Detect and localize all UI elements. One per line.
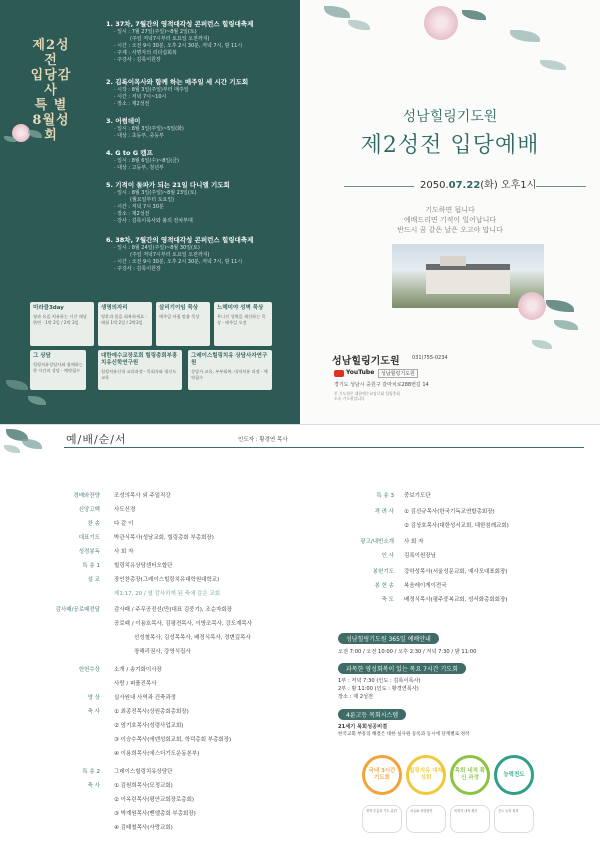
card-desc: 영과 육을 치유하는 시간 매달 한번 · 1박 2일 / 2박 3일: [33, 314, 87, 325]
card-title: 그레이스힐링치유 상담사자연구원: [191, 353, 268, 366]
header-divider: [64, 447, 584, 448]
order-value: 장해리권사, 강영식집사: [134, 649, 191, 655]
flower-decoration: [424, 6, 458, 40]
event-line: · 시간 : 오전 9시 30분, 오후 2시 30분, 저녁 7시, 밤 11시: [114, 259, 243, 265]
footer-church: 성남힐링기도원: [332, 356, 400, 367]
order-row: [20, 679, 320, 689]
order-value: 사 회 자: [114, 549, 134, 555]
event-title: 5. 기적이 돌파가 되는 21일 다니엘 기도회: [106, 181, 230, 189]
card-title: 살리기이임 묵상: [159, 305, 199, 311]
cycle-note: 전도 능력 회복: [494, 805, 534, 833]
order-value: 사도신경: [114, 507, 136, 513]
order-label: 봉헌기도: [372, 569, 394, 575]
church-name: 성남힐링기도원: [402, 109, 498, 125]
event-line: · 시작 : 8월 3일(주일)부터 매주일: [114, 87, 189, 93]
event-line: · 일시 : 7월 27일(주일)~8월 2일(토): [114, 29, 197, 35]
order-row: [20, 707, 320, 717]
leader: 인도자 : 황경연 목사: [238, 437, 288, 443]
card-title: 생명의자리: [101, 305, 128, 311]
info-pill: 과목한 영성회복이 있는 목요 7시간 기도회: [338, 663, 466, 674]
event-line: · 주제 : 사명자의 리더십회복: [114, 50, 177, 56]
event-item: [106, 149, 298, 172]
building-shape: [426, 264, 510, 294]
order-label: 특 송 1: [82, 563, 100, 569]
leaf-decoration: [532, 340, 552, 349]
program-card: [30, 302, 94, 346]
order-row: [330, 581, 590, 591]
order-value: 중보기도단: [404, 493, 431, 499]
card-desc: 매주일 아침 말씀 묵상: [159, 314, 200, 319]
order-value: ④ 김태철목사(사랑교회): [114, 825, 173, 831]
order-row: [20, 533, 320, 543]
order-label: 축 사: [87, 783, 100, 789]
order-row: [20, 605, 320, 615]
order-value: 배정식목사(평주중복교회, 성서화총회회장): [404, 597, 508, 603]
order-row: [20, 589, 320, 599]
order-value: ② 이옥린목사(평안교회장로총회): [114, 797, 195, 803]
event-line: · 시간 : 저녁 7시~10시: [114, 94, 167, 100]
card-desc: 무너진 성벽을 재건하는 묵상 · 매주일 오전: [217, 314, 266, 325]
building-shape: [440, 256, 466, 266]
order-label: 특 송 2: [82, 769, 100, 775]
order-value: ③ 박계원목사(벧엘총회 부총회장): [114, 811, 196, 817]
order-title: 예/배/순/서: [66, 433, 127, 446]
message-line: 기도하면 됩니다: [425, 206, 475, 214]
event-item: [106, 117, 298, 140]
leaf-decoration: [22, 439, 42, 449]
order-value: 사 회 자: [404, 539, 424, 545]
order-row: [20, 693, 320, 703]
leaf-decoration: [554, 320, 578, 330]
order-row: [330, 551, 590, 561]
order-row: [20, 749, 320, 759]
order-row: [20, 575, 320, 585]
order-value: 박관식목사(성남교회, 힐링총회 부총회장): [114, 535, 214, 541]
order-value: ④ 이용희목사(에스더기도운동본부): [114, 751, 200, 757]
leaf-decoration: [6, 380, 28, 390]
order-row: [20, 721, 320, 731]
date-time: (화) 오후1시: [480, 180, 537, 191]
order-value: 강하성목사(서울성문교회, 예사모대표회장): [404, 569, 508, 575]
order-row: [20, 633, 320, 643]
order-label: 설 교: [87, 577, 100, 583]
divider: [344, 186, 414, 187]
vtitle-line: 제2성전: [32, 38, 70, 68]
event-item: [106, 78, 298, 108]
order-value: ② 김상호목사(대한성서교회, 대한침례교회): [404, 523, 509, 529]
leaf-decoration: [4, 445, 20, 453]
order-value: ③ 이승수목사(에덴성회교회, 학덕총회 부총회장): [114, 737, 232, 743]
order-row: [20, 505, 320, 515]
order-row: [330, 521, 590, 531]
leaf-decoration: [510, 30, 540, 42]
order-label: 찬 송: [87, 521, 100, 527]
order-row: [20, 647, 320, 657]
order-row: [20, 665, 320, 675]
date-day: 07.22: [448, 180, 481, 191]
event-line: · 대상 : 고등부, 청년부: [114, 165, 164, 171]
cycle-note: 치유와 성령충만: [406, 805, 446, 833]
order-label: 경배와찬양: [73, 493, 100, 499]
order-row: [20, 781, 320, 791]
order-row: [20, 547, 320, 557]
info-text: 한국교회 부흥의 해결은 대한 실사원 등록과 동시에 단계별로 정착: [338, 732, 470, 737]
event-line: · 시간 : 저녁 7시 30분: [114, 204, 164, 210]
cycle-note: 목회자 내적 확신: [450, 805, 490, 833]
vtitle-line: 특 별: [34, 98, 68, 113]
order-label: 신앙고백: [78, 507, 100, 513]
date-prefix: 2050.: [420, 180, 449, 191]
cycle-note: 영적 부흥과 기도 훈련: [362, 805, 402, 833]
event-line: (주일 저녁7시부터 토요일 오전까지): [130, 36, 210, 42]
order-value: 힐링치유상담센터오합단: [114, 563, 173, 569]
program-card: [156, 302, 210, 346]
order-label: 축 사: [87, 709, 100, 715]
order-value: 소개 / 송기화이사장: [114, 667, 162, 673]
event-title: 1. 37차, 7월간의 영적대각성 콘퍼런스 힐링대축제: [106, 20, 254, 28]
message: [300, 205, 600, 235]
event-line: · 일시 : 8월 6일(수)~8일(금): [114, 158, 179, 164]
footer-note-line: 소속 기도원입니다: [334, 396, 365, 401]
order-value: ① 김원희목사(모정교회): [114, 783, 173, 789]
program-card: [98, 350, 182, 390]
event-line: (월요일부터 토요일): [130, 197, 175, 203]
order-row: [20, 735, 320, 745]
cover-spread: [0, 0, 600, 424]
cover-panel: [300, 0, 600, 424]
order-label: 헌헌수상: [78, 667, 100, 673]
event-line: · 주강사 : 김록이원장: [114, 266, 161, 272]
event-title: 6. 38차, 7월간의 영적대각성 콘퍼런스 힐링대축제: [106, 236, 254, 244]
event-line: · 장소 : 제2성전: [114, 101, 150, 107]
event-item: [106, 20, 298, 64]
event-line: · 장소 : 제2성전: [114, 211, 150, 217]
program-card: [188, 350, 272, 390]
leaf-decoration: [462, 10, 486, 20]
program-card: [98, 302, 152, 346]
order-value: 그레이스힐링치유상담단: [114, 769, 173, 775]
order-label: 영 상: [87, 695, 100, 701]
order-row: [330, 595, 590, 605]
event-line: · 강사 : 김록이목사와 불의 전차부대: [114, 218, 193, 224]
message-line: 예배드리면 기적이 일어납니다: [403, 216, 497, 224]
footer-note: [334, 391, 400, 401]
card-desc: 영혼과 몸을 회복하세요 · 매월 1박 2일 / 2박3일: [101, 314, 147, 325]
program-card: [30, 350, 86, 390]
divider: [536, 186, 586, 187]
event-line: · 일시 : 8월 3일(주일)~5일(화): [114, 126, 184, 132]
order-row: [20, 767, 320, 777]
youtube-label: YouTube: [346, 369, 375, 376]
event-title: 2. 김록이목사와 함께 하는 매주일 세 시간 기도회: [106, 78, 249, 86]
order-value: 실사원내 사역과 건축과정: [114, 695, 176, 701]
event-item: [106, 236, 298, 273]
card-title: 그 상담: [33, 353, 51, 359]
leaf-decoration: [28, 396, 46, 405]
cycle-step: 힐링치유 대체성회: [406, 755, 446, 795]
info-text: 장소 : 제 2성전: [338, 694, 374, 700]
telephone: 031)755-0234: [412, 355, 448, 361]
order-label: 인 사: [381, 553, 394, 559]
leaf-decoration: [324, 6, 350, 18]
card-desc: 상담자 교육, 부부회복, 내적치유 과정 · 예약필수: [191, 369, 268, 380]
info-text: 21세기 목회성공비결: [338, 724, 388, 730]
vtitle-line: 8월성회: [32, 113, 70, 143]
order-value: 조성의목사 외 주일직강: [114, 493, 171, 499]
flower-decoration: [518, 292, 546, 320]
message-line: 반드시 꿈 같은 날은 오고야 맙니다: [397, 226, 503, 234]
order-row: [330, 507, 590, 517]
order-row: [330, 537, 590, 547]
program-card: [214, 302, 272, 346]
info-text: 2부 : 밤 11:00 (인도 : 황경연목사): [338, 686, 419, 692]
event-item: [106, 181, 298, 225]
order-row: [20, 491, 320, 501]
service-date: [420, 176, 536, 191]
leaf-decoration: [540, 60, 566, 70]
vertical-title: [28, 38, 74, 143]
order-row: [20, 823, 320, 833]
youtube-icon: [334, 370, 344, 377]
order-label: 봉 헌 송: [374, 583, 394, 589]
order-row: [20, 795, 320, 805]
order-row: [20, 519, 320, 529]
order-of-service-page: [0, 424, 600, 849]
youtube-channel-button[interactable]: 성남힐링기도원: [378, 369, 418, 378]
card-title: 미라클3day: [33, 305, 64, 311]
order-value: ① 김선규목사(한국기독교연합총회장): [404, 509, 495, 515]
event-line: (주일 저녁7시부터 토요일 오전까지): [130, 252, 210, 258]
leaf-decoration: [546, 300, 574, 312]
card-title: 느헤미야 성벽 묵상: [217, 305, 264, 311]
order-label: 특 송 3: [376, 493, 394, 499]
footer-note-line: 본 기도원은 대한예수교장로회 힐링총회: [334, 391, 400, 396]
info-text: 1부 : 저녁 7:30 (인도 : 김록이목사): [338, 678, 421, 684]
event-line: · 대상 : 초등부, 중등부: [114, 133, 164, 139]
event-line: · 주강사 : 김록이원장: [114, 57, 161, 63]
order-row: [20, 619, 320, 629]
info-pill: 성남힐링기도원 365일 예배안내: [338, 633, 439, 644]
event-line: · 일시 : 8월 24일(주일)~8월 30일(토): [114, 245, 200, 251]
order-value: ① 최종전목사(상원총회총회장): [114, 709, 189, 715]
order-value: 사랑 / 퍼플진목사: [114, 681, 157, 687]
order-value: 다 같 이: [114, 521, 134, 527]
order-label: 광고/내빈소개: [360, 539, 394, 545]
event-line: · 시간 : 오전 9시 30분, 오후 2시 30분, 저녁 7시, 밤 11시: [114, 43, 243, 49]
event-line: · 일시 : 8월 3일(주일)~8월 23일(토): [114, 190, 197, 196]
order-label: 감사패/공로패전달: [55, 607, 100, 613]
leaf-decoration: [348, 20, 370, 30]
order-value: 선성철목사, 김성목목사, 배정식목사, 정변길목사: [134, 635, 251, 641]
order-row: [20, 809, 320, 819]
order-value: ② 엄기호목사(성령사업교회): [114, 723, 184, 729]
order-value: 장인찬총장(그레이스힐링치유대학원대학교): [114, 577, 220, 583]
order-value: 감사패 / 주무공전선(만(대표 김중기), 조순자회장: [114, 607, 232, 613]
service-title: 제2성전 입당예배: [360, 133, 540, 158]
order-row: [330, 567, 590, 577]
order-row: [20, 561, 320, 571]
cycle-step: 능력전도: [494, 755, 534, 795]
card-title: 대한예수교장로회 힐링총회부흥치유신학연구원: [101, 353, 178, 366]
order-label: 격 려 사: [374, 509, 394, 515]
order-value: 공로패 / 이용호목사, 김평전목사, 이방조목사, 강도재목사: [114, 621, 253, 627]
event-title: 4. G to G 캠프: [106, 149, 153, 157]
card-desc: 힐링치유상담사와 함께하는 한 시간의 상담 · 예약필수: [33, 362, 83, 373]
order-label: 축 도: [381, 597, 394, 603]
order-row: [330, 491, 590, 501]
order-label: 성경봉독: [78, 549, 100, 555]
order-value: 제1:17, 20 / 열 감사하게 된 축에 감은 교회: [114, 591, 221, 597]
order-label: 대표기도: [78, 535, 100, 541]
order-value: 복음레이게이전국: [404, 583, 447, 589]
cycle-step: 국내 3시간 기도회: [362, 755, 402, 795]
cycle-step: 목회 내적 확신 과정: [450, 755, 490, 795]
event-title: 3. 어썸데이: [106, 117, 141, 125]
card-desc: 힐링치유신학 교과과정 · 목회자와 평신도 교육: [101, 369, 177, 380]
vtitle-line: 입당감사: [30, 68, 72, 98]
address: 경기도 성남시 중원구 갈마치로288번길 14: [334, 382, 429, 388]
order-value: 김록이원장님: [404, 553, 436, 559]
info-pill: 4룬고등 목회시스템: [338, 709, 406, 720]
info-text: 오전 7:00 / 오전 10:00 / 오후 2:30 / 저녁 7:30 / 밤 11:00: [338, 649, 477, 655]
